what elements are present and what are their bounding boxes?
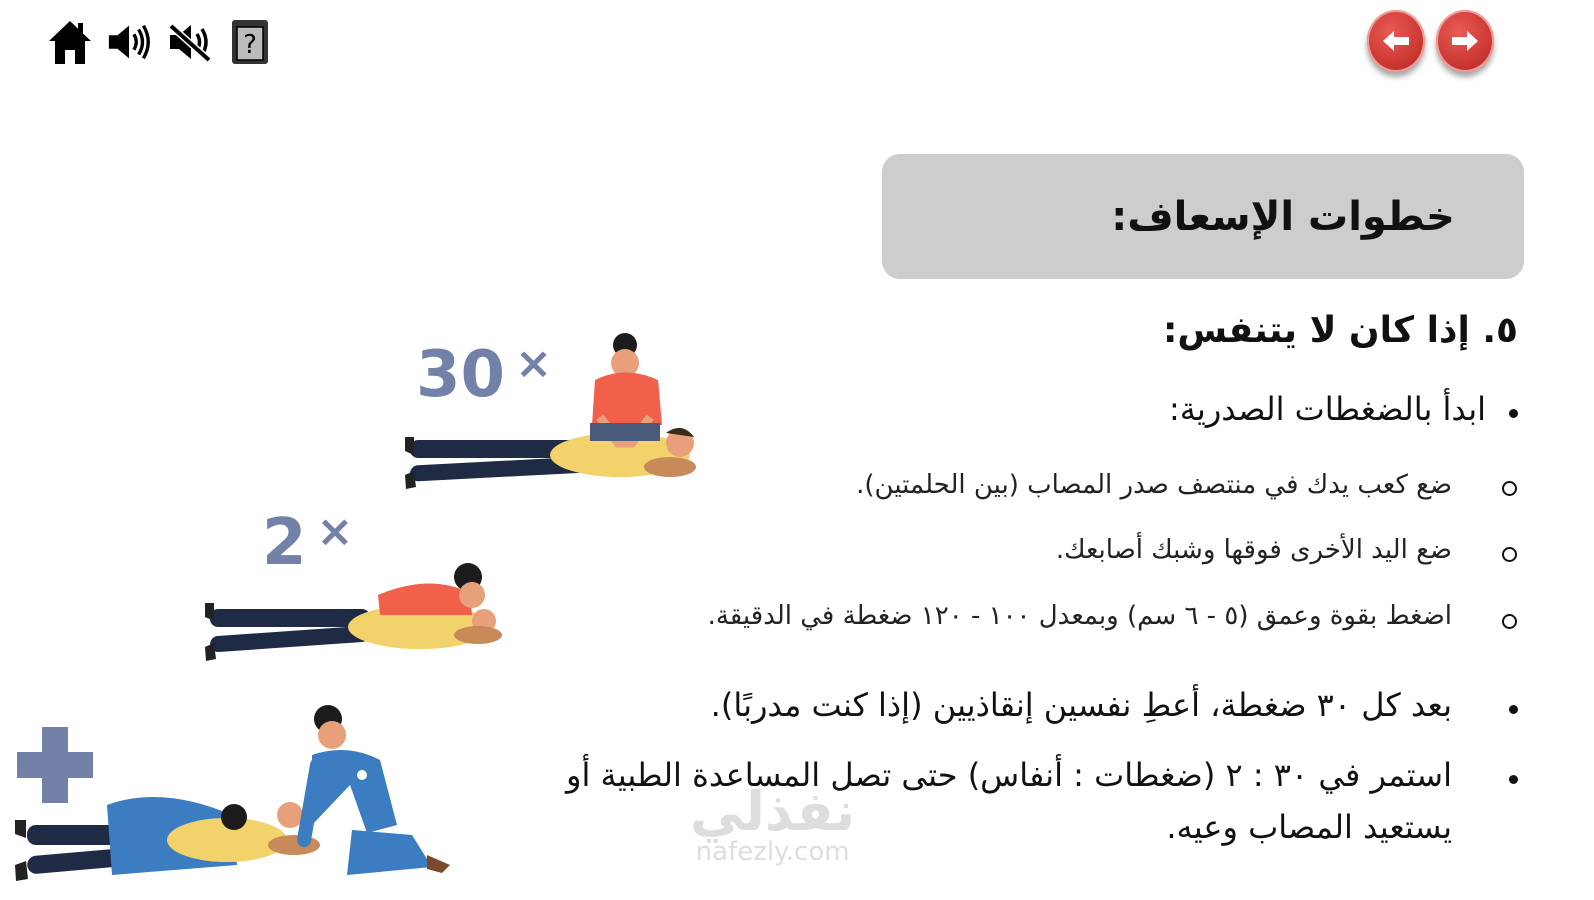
sub-item-hand-placement: ضع كعب يدك في منتصف صدر المصاب (بين الحلمتين). — [856, 470, 1452, 500]
arrow-right-icon — [1451, 30, 1479, 52]
sub-marker — [1502, 614, 1517, 629]
forward-button[interactable] — [1436, 10, 1494, 72]
home-icon — [47, 18, 93, 66]
watermark-arabic: نفذلي — [690, 780, 856, 843]
mute-button[interactable] — [166, 16, 214, 68]
bullet-marker — [1509, 409, 1518, 418]
speaker-mute-icon — [167, 22, 213, 62]
help-icon — [230, 18, 270, 66]
page-title: خطوات الإسعاف: — [1111, 193, 1455, 240]
help-button[interactable] — [226, 16, 274, 68]
media-toolbar — [46, 16, 274, 68]
compressions-count-value: 30 — [416, 338, 506, 412]
heading-box — [882, 154, 1524, 279]
sub-marker — [1502, 481, 1517, 496]
sub-item-press-depth-rate: اضغط بقوة وعمق (٥ - ٦ سم) وبمعدل ١٠٠ - ١٢٠ ضغطة في الدقيقة. — [707, 601, 1452, 631]
arrow-left-icon — [1382, 30, 1410, 52]
sound-on-button[interactable] — [106, 16, 154, 68]
bullet-marker — [1509, 775, 1518, 784]
bullet-chest-compressions: ابدأ بالضغطات الصدرية: — [1168, 390, 1486, 428]
sub-marker — [1502, 547, 1517, 562]
recovery-position-illustration — [12, 705, 457, 890]
bullet-rescue-breaths: بعد كل ٣٠ ضغطة، أعطِ نفسين إنقاذيين (إذا كنت مدربًا). — [710, 686, 1452, 724]
watermark-latin: nafezly.com — [695, 837, 850, 867]
breaths-count-value: 2 — [262, 506, 307, 580]
step-title: ٥. إذا كان لا يتنفس: — [1162, 310, 1518, 351]
cpr-breaths-illustration — [200, 555, 505, 670]
cpr-compressions-illustration — [400, 325, 700, 500]
home-button[interactable] — [46, 16, 94, 68]
bullet-marker — [1509, 705, 1518, 714]
times-symbol: × — [316, 506, 354, 557]
svg-text:?: ? — [243, 30, 257, 60]
bullet-continue-cycle: استمر في ٣٠ : ٢ (ضغطات : أنفاس) حتى تصل المساعدة الطبية أو — [566, 756, 1452, 794]
back-button[interactable] — [1367, 10, 1425, 72]
speaker-on-icon — [106, 22, 154, 62]
times-symbol: × — [515, 338, 552, 389]
sub-item-interlock-fingers: ضع اليد الأخرى فوقها وشبك أصابعك. — [1055, 535, 1452, 565]
bullet-continue-cycle-end: يستعيد المصاب وعيه. — [1166, 808, 1452, 846]
watermark — [690, 780, 855, 867]
